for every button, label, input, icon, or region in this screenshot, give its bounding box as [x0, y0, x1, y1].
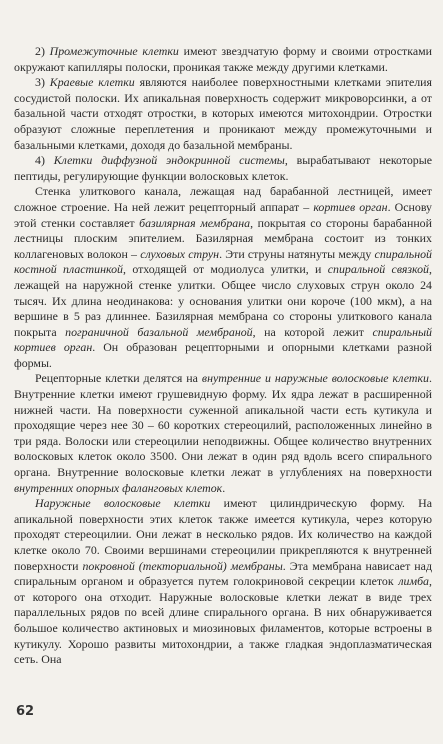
- text-run: 2): [35, 44, 50, 58]
- text-run: . Он образован рецепторными и опорными клетками разной формы.: [14, 340, 432, 370]
- text-run: , лежащей на наружной стенке улитки. Общее число слуховых струн около 24 тысяч. Их длина неодинакова: у основания улитки они короче (100 мкм), а на вершине в 5 раз длиннее. Базилярная мембрана со стороны улиткового канала покрыта: [14, 262, 432, 339]
- italic-term: кортиев орган: [313, 199, 388, 214]
- text-run: .: [222, 480, 226, 495]
- text-run: . Эти струны натянуты между: [219, 246, 375, 261]
- italic-term: Краевые клетки: [49, 75, 135, 90]
- text-run: являются наиболее поверхностными клетками эпителия сосудистой полоски. Их апикальная поверхность содержит микроворсинки, а от базальной части отходят отростки, в которых имеются митохондрии. Отростки образуют сложные переплетения и проникают между промежуточными и базальными клетками, доходя до базальной мембраны.: [14, 75, 432, 152]
- text-run: . Основу этой стенки составляет: [14, 199, 432, 230]
- text-run: Стенка улиткового канала, лежащая над барабанной лестницей, имеет сложное строение. На ней лежит рецепторный аппарат –: [14, 184, 432, 214]
- italic-term: спиральной костной пластинкой: [14, 246, 432, 277]
- italic-term: Наружные волосковые клетки: [35, 496, 211, 511]
- text-run: , отходящей от модиолуса улитки, и: [123, 262, 328, 277]
- italic-term: спиральной связкой: [327, 262, 430, 277]
- text-run: , покрытая со стороны барабанной лестницы плоским эпителием. Базилярная мембрана состоит из тонких коллагеновых волокон –: [14, 215, 432, 261]
- paragraph: [14, 75, 432, 153]
- paragraph: [14, 153, 432, 184]
- page-number: 62: [16, 704, 35, 719]
- text-run: , на которой лежит: [252, 324, 373, 339]
- italic-term: базилярная мембрана: [139, 215, 251, 230]
- italic-term: спиральный кортиев орган: [14, 324, 432, 355]
- text-run: имеют цилиндрическую форму. На апикальной поверхности этих клеток также имеется кутикула, через которую проходят стереоцилии. Они лежат в несколько рядов. Их количество на каждой клетке около 70. Своими вершинами стереоцилии прикрепляются к внутренней поверхности: [14, 496, 432, 573]
- paragraph: [14, 496, 432, 668]
- text-run: имеют звездчатую форму и своими отростками окружают капилляры полоски, проникая также между другими клетками.: [14, 44, 432, 74]
- italic-term: слуховых струн: [140, 246, 220, 261]
- italic-term: лимба: [398, 574, 430, 589]
- paragraph: [14, 44, 432, 75]
- italic-term: внутренние и наружные волосковые клетки: [201, 371, 429, 386]
- italic-term: пограничной базальной мембраной: [65, 324, 253, 339]
- text-run: . Эта мембрана нависает над спиральным органом и образуется путем голокриновой секреции клеток: [14, 558, 432, 589]
- italic-term: покровной (текториальной) мембраны: [82, 558, 283, 573]
- italic-term: Промежуточные клетки: [49, 44, 179, 58]
- italic-term: Клетки диффузной эндокринной системы: [53, 153, 285, 168]
- text-run: 3): [35, 75, 50, 90]
- paragraph: [14, 371, 432, 496]
- text-run: 4): [35, 153, 54, 168]
- italic-term: внутренних опорных фаланговых клеток: [14, 480, 223, 495]
- text-run: , вырабатывают некоторые пептиды, регулирующие функции волосковых клеток.: [14, 153, 433, 183]
- text-run: . Внутренние клетки имеют грушевидную форму. Их ядра лежат в расширенной нижней части. На поверхности суженной апикальной части есть кутикула и проходящие через нее 30 – 60 коротких стереоцилий, расположенных линейно в три ряда. Волоски или стереоцилии неподвижны. Общее количество внутренних волосковых клеток около 3500. Они лежат в один ряд вдоль всего спирального органа. Внутренние волосковые клетки лежат в углублениях на поверхности: [14, 371, 432, 480]
- paragraph: [14, 184, 432, 371]
- body-text: [14, 44, 432, 668]
- text-run: , от которого она отходит. Наружные волосковые клетки лежат в виде трех параллельных рядов по всей длине спирального органа. В них обнаруживается большое количество актиновых и миозиновых филаментов, которые встроены в кутикулу. Хорошо развиты митохондрии, а также гладкая эндоплазматическая сеть. Она: [14, 574, 432, 667]
- text-run: Рецепторные клетки делятся на: [35, 371, 202, 386]
